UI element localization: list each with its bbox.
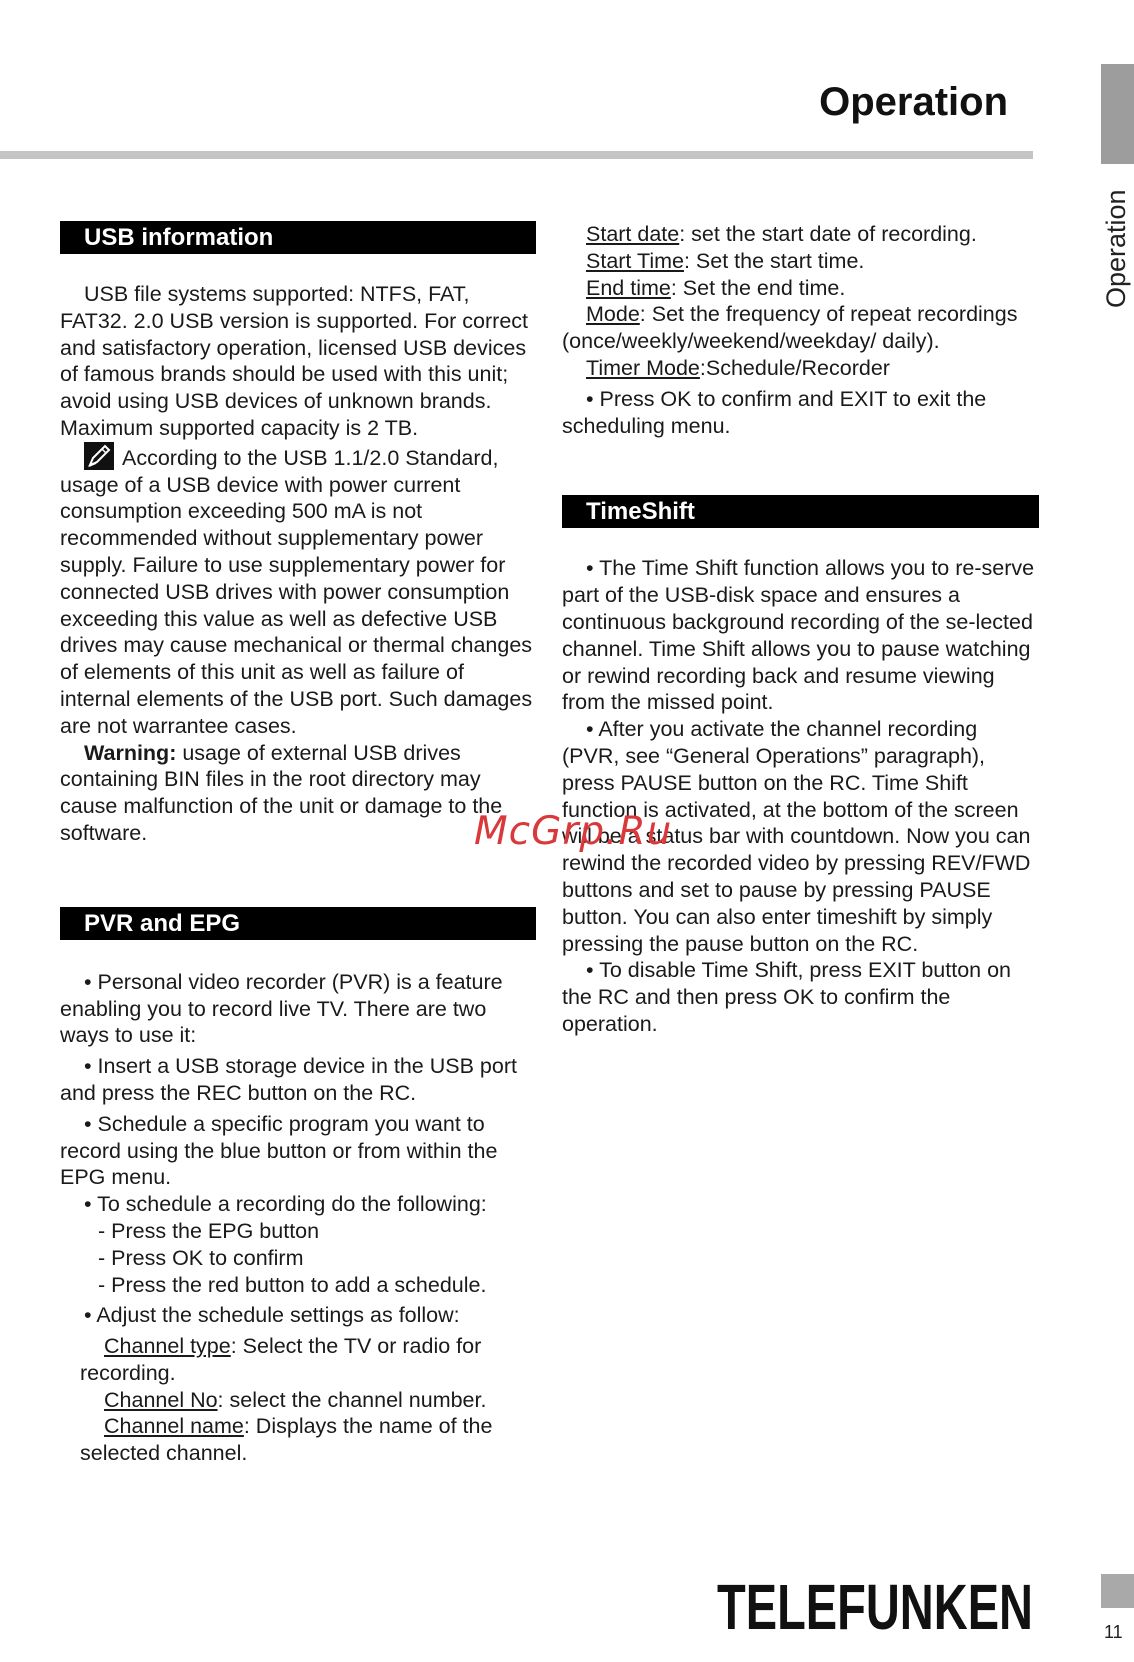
warning-text: usage of external USB drives containing BIN files in the root directory may cause malfunction of the unit or damage to the software.	[60, 740, 503, 845]
title-rule	[0, 151, 1033, 159]
usb-warning	[60, 740, 536, 847]
schedule-step-2: - Press OK to confirm	[98, 1245, 304, 1270]
channel-type-label: Channel type	[104, 1334, 231, 1359]
telefunken-logo	[717, 1577, 1037, 1637]
page-title: Operation	[819, 80, 1008, 124]
channel-no-setting	[60, 1387, 536, 1414]
side-tab-label: Operation	[1101, 189, 1131, 308]
schedule-step-1: - Press the EPG button	[98, 1218, 320, 1243]
pvr-bullet-2: • Insert a USB storage device in the USB port and press the REC button on the RC.	[60, 1054, 517, 1105]
channel-no-label: Channel No	[104, 1387, 218, 1412]
timeshift-bullet-2: • After you activate the channel recording (PVR, see “General Operations” paragraph), press PAUSE button on the RC. Time Shift function is activated, at the bottom of the screen will be a status bar with countdown. Now you can rewind the recorded video by pressing REV/FWD buttons and set to pause by pressing PAUSE button. You can also enter timeshift by simply pressing the pause button on the RC.	[562, 717, 1031, 956]
usb-standard-text: According to the USB 1.1/2.0 Standard, usage of a USB device with power current consumption exceeding 500 mA is not recommended without supplementary power supply. Failure to use supplementary power for connected USB drives with power consumption exceeding this value as well as defective USB drives may cause mechanical or thermal changes of elements of this unit as well as failure of internal elements of the USB port. Such damages are not warrantee cases.	[60, 445, 533, 738]
usb-paragraph-2	[60, 442, 536, 740]
end-time-setting	[562, 275, 1039, 302]
pvr-bullet-1: • Personal video recorder (PVR) is a feature enabling you to record live TV. There are two ways to use it:	[60, 969, 503, 1048]
schedule-step-3: - Press the red button to add a schedule.	[98, 1272, 487, 1297]
schedule-confirm: • Press OK to confirm and EXIT to exit the scheduling menu.	[562, 386, 987, 438]
usb-paragraph-1: USB file systems supported: NTFS, FAT, FAT32. 2.0 USB version is supported. For correct and satisfactory operation, licensed USB devices of famous brands should be used with this unit; avoid using USB devices of unknown brands. Maximum supported capacity is 2 TB.	[60, 282, 529, 440]
end-time-text: : Set the end time.	[670, 275, 846, 300]
mode-text: : Set the frequency of repeat recordings (once/weekly/weekend/weekday/ daily).	[562, 302, 1018, 354]
start-time-text: : Set the start time.	[683, 248, 865, 273]
timeshift-bullet-1: • The Time Shift function allows you to re-serve part of the USB-disk space and ensures a continuous background recording of the se-lected channel. Time Shift allows you to pause watching or rewind recording back and resume viewing from the missed point.	[562, 556, 1035, 715]
page-number: 11	[1104, 1622, 1123, 1642]
mode-label: Mode	[586, 302, 640, 327]
timer-mode-text: :Schedule/Recorder	[699, 355, 890, 380]
pvr-bullet-3: • Schedule a specific program you want to record using the blue button or from within the EPG menu.	[60, 1111, 498, 1190]
pvr-bullet-5: • Adjust the schedule settings as follow:	[84, 1303, 460, 1328]
warning-label: Warning:	[84, 740, 177, 765]
start-time-label: Start Time	[586, 248, 684, 273]
note-pen-icon	[84, 442, 114, 470]
channel-type-text: : Select the TV or radio for recording.	[80, 1334, 482, 1385]
mode-setting	[562, 301, 1039, 355]
start-date-setting	[562, 221, 1039, 248]
end-time-label: End time	[586, 275, 671, 300]
left-column	[60, 221, 536, 1467]
timeshift-heading: TimeShift	[562, 495, 1039, 528]
right-column	[562, 221, 1039, 1038]
brand-text: TELEFUNKEN	[717, 1577, 1033, 1637]
pvr-bullet-4: • To schedule a recording do the following:	[84, 1192, 487, 1217]
pvr-epg-heading: PVR and EPG	[60, 907, 536, 940]
start-date-label: Start date	[586, 222, 680, 246]
channel-name-label: Channel name	[104, 1414, 244, 1439]
timeshift-bullet-3: • To disable Time Shift, press EXIT button on the RC and then press OK to confirm the operation.	[562, 958, 1012, 1036]
side-tab	[1101, 64, 1134, 164]
timer-mode-label: Timer Mode	[586, 355, 700, 380]
channel-name-text: : Displays the name of the selected channel.	[80, 1414, 493, 1466]
watermark: McGrp.Ru	[474, 809, 673, 854]
corner-tab	[1101, 1574, 1134, 1608]
channel-type-setting	[60, 1333, 536, 1387]
channel-name-setting	[60, 1413, 536, 1467]
usb-information-heading: USB information	[60, 221, 536, 254]
start-date-text: : set the start date of recording.	[679, 222, 977, 246]
start-time-setting	[562, 248, 1039, 275]
timer-mode-setting	[562, 355, 1039, 382]
channel-no-text: : select the channel number.	[217, 1387, 487, 1412]
